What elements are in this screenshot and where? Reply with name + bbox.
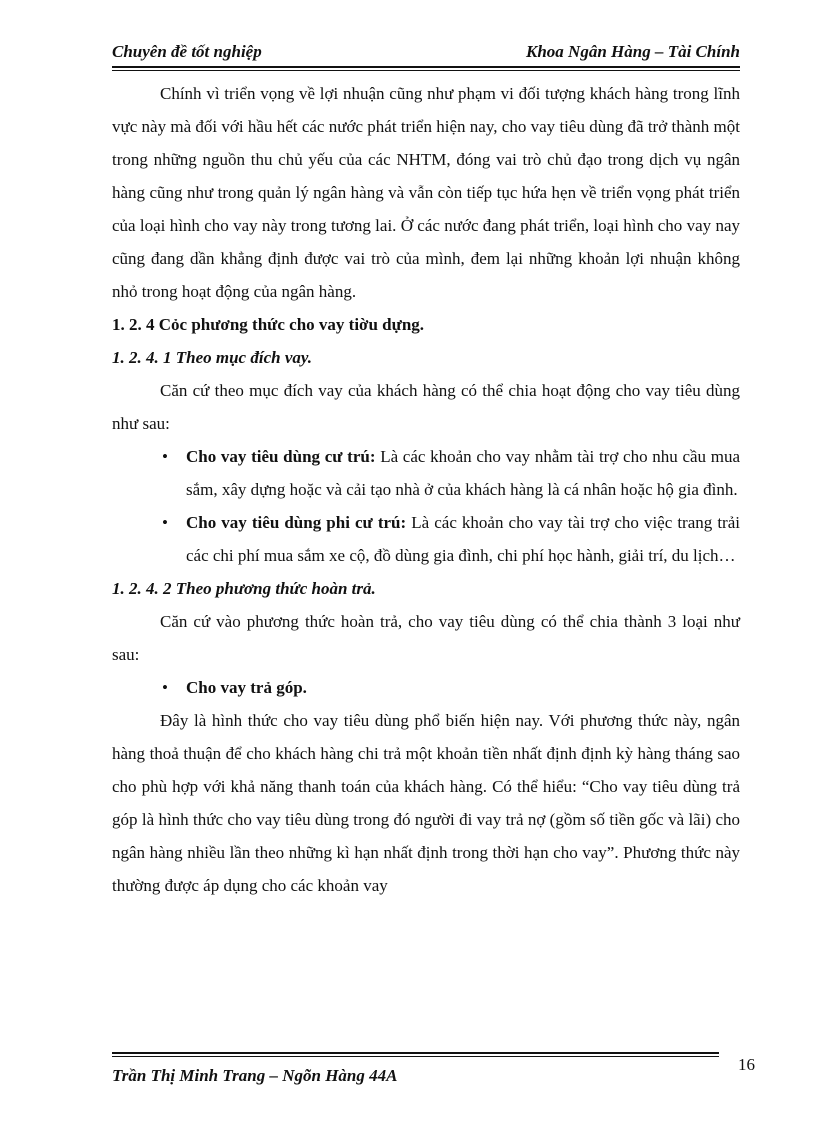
bullet-label: Cho vay tiêu dùng phi cư trú:: [186, 513, 407, 532]
bullet-icon: •: [162, 513, 168, 532]
subsection-heading-1-2-4-1: 1. 2. 4. 1 Theo mục đích vay.: [112, 348, 313, 367]
bullet-icon: •: [162, 678, 168, 697]
footer-rule-thin: [112, 1056, 719, 1057]
bullet-item-residential: [112, 440, 740, 506]
header-rule-thin: [112, 70, 740, 71]
page-header: [112, 40, 740, 66]
page-body: [112, 77, 740, 902]
bullet-label: Cho vay trả góp.: [186, 678, 307, 697]
bullet-item-non-residential: [112, 506, 740, 572]
paragraph-4: Đây là hình thức cho vay tiêu dùng phổ biến hiện nay. Với phương thức này, ngân hàng thoả thuận để cho khách hàng chi trả một khoản tiền nhất định định kỳ hàng tháng sao cho phù hợp với khả năng thanh toán của khách hàng. Có thể hiểu: “Cho vay tiêu dùng trả góp là hình thức cho vay tiêu dùng trong đó người đi vay trả nợ (gồm số tiền gốc và lãi) cho ngân hàng nhiều lần theo những kì hạn nhất định trong thời hạn cho vay”. Phương thức này thường được áp dụng cho các khoản vay: [112, 711, 740, 895]
paragraph-1: Chính vì triển vọng về lợi nhuận cũng như phạm vi đối tượng khách hàng trong lĩnh vực này mà đối với hầu hết các nước phát triển hiện nay, cho vay tiêu dùng đã trở thành một trong những nguồn thu chủ yếu của các NHTM, đóng vai trò chủ đạo trong dịch vụ ngân hàng cũng như trong quản lý ngân hàng và vẫn còn tiếp tục hứa hẹn về triển vọng phát triển của loại hình cho vay này trong tương lai. Ở các nước đang phát triển, loại hình cho vay nay cũng đang dần khẳng định được vai trò của mình, đem lại những khoản lợi nhuận không nhỏ trong hoạt động của ngân hàng.: [112, 84, 740, 301]
subsection-heading-1-2-4-2: 1. 2. 4. 2 Theo phương thức hoàn trả.: [112, 579, 376, 598]
footer-rule-thick: [112, 1052, 719, 1054]
bullet-text: Là các khoản cho vay tài trợ cho việc trang trải các chi phí mua sắm xe cộ, đồ dùng gia đình, chi phí học hành, giải trí, du lịch…: [186, 513, 740, 565]
header-right-title: Khoa Ngân Hàng – Tài Chính: [526, 42, 740, 61]
bullet-text: Là các khoản cho vay nhằm tài trợ cho nhu cầu mua sắm, xây dựng hoặc và cải tạo nhà ở của khách hàng là cá nhân hoặc hộ gia đình.: [186, 447, 740, 499]
section-heading-1-2-4: 1. 2. 4 Cỏc phương thức cho vay tiờu dựng.: [112, 315, 425, 334]
header-rule-thick: [112, 66, 740, 68]
header-left-title: Chuyên đề tốt nghiệp: [112, 42, 262, 61]
paragraph-3: Căn cứ vào phương thức hoàn trả, cho vay tiêu dùng có thể chia thành 3 loại như sau:: [112, 612, 740, 664]
footer-author: Trần Thị Minh Trang – Ngõn Hàng 44A: [112, 1066, 398, 1085]
page-number: 16: [738, 1055, 755, 1074]
bullet-label: Cho vay tiêu dùng cư trú:: [186, 447, 376, 466]
paragraph-2: Căn cứ theo mục đích vay của khách hàng có thể chia hoạt động cho vay tiêu dùng như sau:: [112, 381, 740, 433]
bullet-icon: •: [162, 447, 168, 466]
bullet-item-installment: [112, 671, 740, 704]
